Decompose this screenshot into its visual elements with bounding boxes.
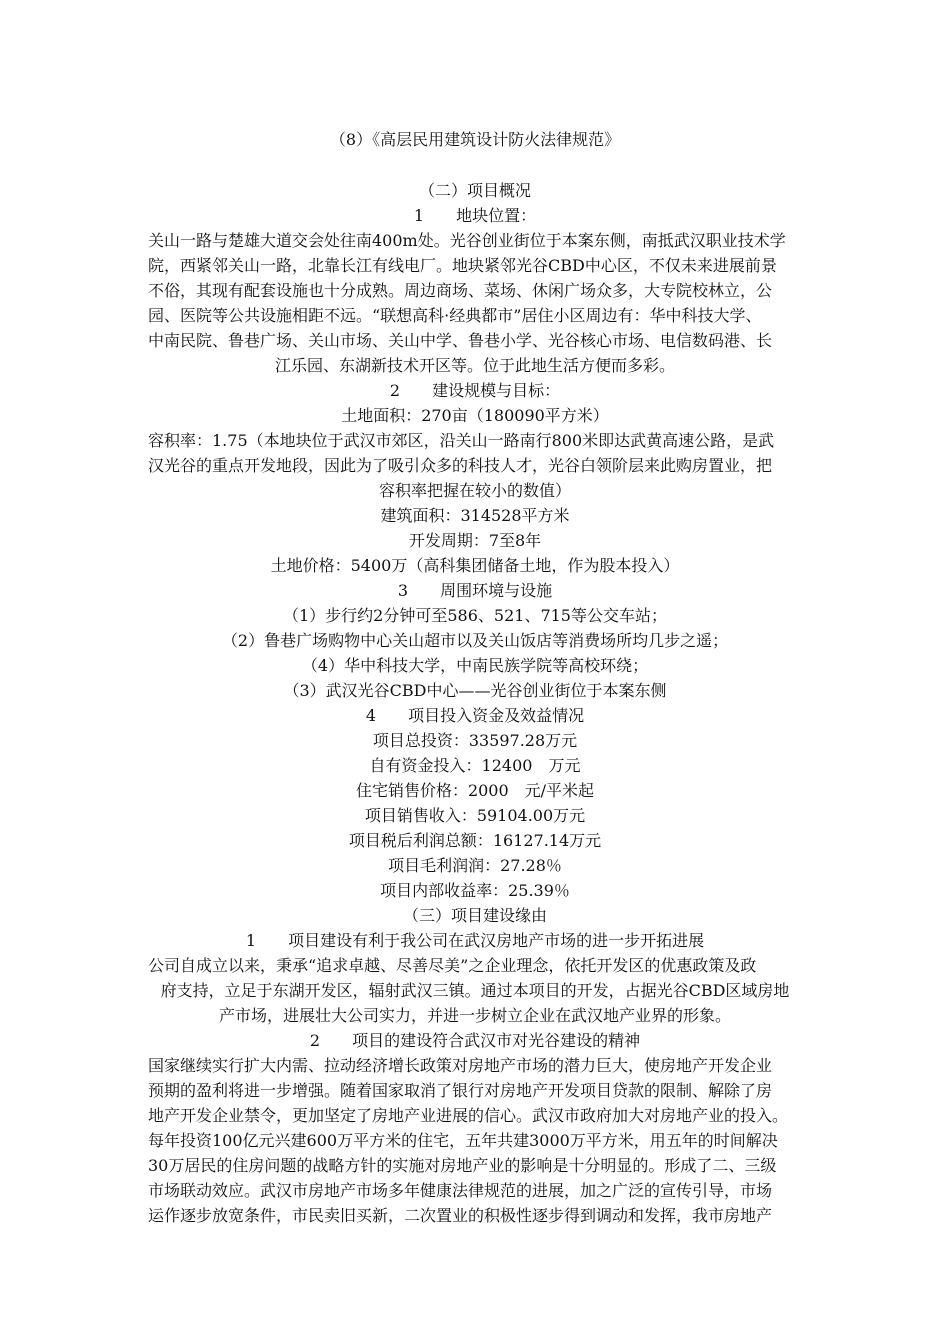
land-area-line: 土地面积：270亩（180090平方米） <box>341 406 609 425</box>
land-price-line: 土地价格：5400万（高科集团储备土地，作为股本投入） <box>270 556 680 575</box>
surroundings-item: （3）武汉光谷CBD中心——光谷创业街位于本案东侧 <box>283 681 667 700</box>
surroundings-item: （1）步行约2分钟可至586、521、715等公交车站； <box>283 606 667 625</box>
subheading-investment: 4 项目投入资金及效益情况 <box>365 706 585 725</box>
plot-ratio-line: 容积率：1.75（本地块位于武汉市郊区，沿关山一路南行800米即达武黄高速公路，是武 <box>148 431 775 450</box>
gross-margin-line: 项目毛利润润：27.28％ <box>388 856 562 875</box>
paragraph-line: 产市场，进展壮大公司实力，并进一步树立企业在武汉地产业界的形象。 <box>218 1006 731 1025</box>
net-profit-line: 项目税后利润总额：16127.14万元 <box>348 831 602 850</box>
paragraph-line: 运作逐步放宽条件，市民卖旧买新，二次置业的积极性逐步得到调动和发挥，我市房地产 <box>148 1206 773 1225</box>
subheading-plot-location: 1 地块位置： <box>413 206 537 225</box>
subheading-surroundings: 3 周围环境与设施 <box>397 581 553 600</box>
subheading-scale-goals: 2 建设规模与目标： <box>389 381 561 400</box>
regulation-item-8: （8）《高层民用建筑设计防火法律规范》 <box>329 130 621 149</box>
section-heading-reasons: （三）项目建设缘由 <box>402 906 547 925</box>
section-heading-project-overview: （二）项目概况 <box>418 181 531 200</box>
paragraph-line: 地产开发企业禁令，更加坚定了房地产业进展的信心。武汉市政府加大对房地产业的投入。 <box>148 1106 789 1125</box>
paragraph-line: 每年投资100亿元兴建600万平方米的住宅，五年共建3000万平方米，用五年的时间解决 <box>148 1131 778 1150</box>
subheading-reason-1: 1 项目建设有利于我公司在武汉房地产市场的进一步开拓进展 <box>245 931 705 950</box>
paragraph-line: 关山一路与楚雄大道交会处往南400m处。光谷创业街位于本案东侧，南抵武汉职业技术学 <box>148 231 786 250</box>
own-capital-line: 自有资金投入：12400 万元 <box>369 756 581 775</box>
total-investment-line: 项目总投资：33597.28万元 <box>372 731 578 750</box>
irr-line: 项目内部收益率：25.39％ <box>380 881 570 900</box>
paragraph-line: 市场联动效应。武汉市房地产市场多年健康法律规范的进展，加之广泛的宣传引导，市场 <box>148 1181 773 1200</box>
plot-ratio-line: 汉光谷的重点开发地段，因此为了吸引众多的科技人才，光谷白领阶层来此购房置业，把 <box>148 456 773 475</box>
sale-price-line: 住宅销售价格：2000 元/平米起 <box>355 781 595 800</box>
building-area-line: 建筑面积：314528平方米 <box>380 506 570 525</box>
paragraph-line: 江乐园、东湖新技术开区等。位于此地生活方便而多彩。 <box>274 356 675 375</box>
plot-ratio-line: 容积率把握在较小的数值） <box>378 481 571 500</box>
paragraph-line: 国家继续实行扩大内需、拉动经济增长政策对房地产市场的潜力巨大，使房地产开发企业 <box>148 1056 773 1075</box>
surroundings-item: （4）华中科技大学，中南民族学院等高校环绕； <box>301 656 649 675</box>
paragraph-line: 园、医院等公共设施相距不远。“联想高科·经典都市”居住小区周边有：华中科技大学、 <box>148 306 762 325</box>
development-period-line: 开发周期：7至8年 <box>408 531 542 550</box>
surroundings-item: （2）鲁巷广场购物中心关山超市以及关山饭店等消费场所均几步之遥； <box>221 631 729 650</box>
paragraph-line: 公司自成立以来，秉承“追求卓越、尽善尽美”之企业理念，依托开发区的优惠政策及政 <box>148 956 757 975</box>
paragraph-line: 不俗，其现有配套设施也十分成熟。周边商场、菜场、休闲广场众多，大专院校林立，公 <box>148 281 773 300</box>
sales-revenue-line: 项目销售收入：59104.00万元 <box>364 806 586 825</box>
paragraph-line: 预期的盈利将进一步增强。随着国家取消了银行对房地产开发项目贷款的限制、解除了房 <box>148 1081 773 1100</box>
paragraph-line: 30万居民的住房问题的战略方针的实施对房地产业的影响是十分明显的。形成了二、三级 <box>148 1156 777 1175</box>
paragraph-line: 府支持，立足于东湖开发区，辐射武汉三镇。通过本项目的开发，占据光谷CBD区域房地 <box>160 981 790 1000</box>
paragraph-line: 院，西紧邻关山一路，北靠长江有线电厂。地块紧邻光谷CBD中心区，不仅未来进展前景 <box>148 256 777 275</box>
paragraph-line: 中南民院、鲁巷广场、关山市场、关山中学、鲁巷小学、光谷核心市场、电信数码港、长 <box>148 331 773 350</box>
subheading-reason-2: 2 项目的建设符合武汉市对光谷建设的精神 <box>309 1031 641 1050</box>
